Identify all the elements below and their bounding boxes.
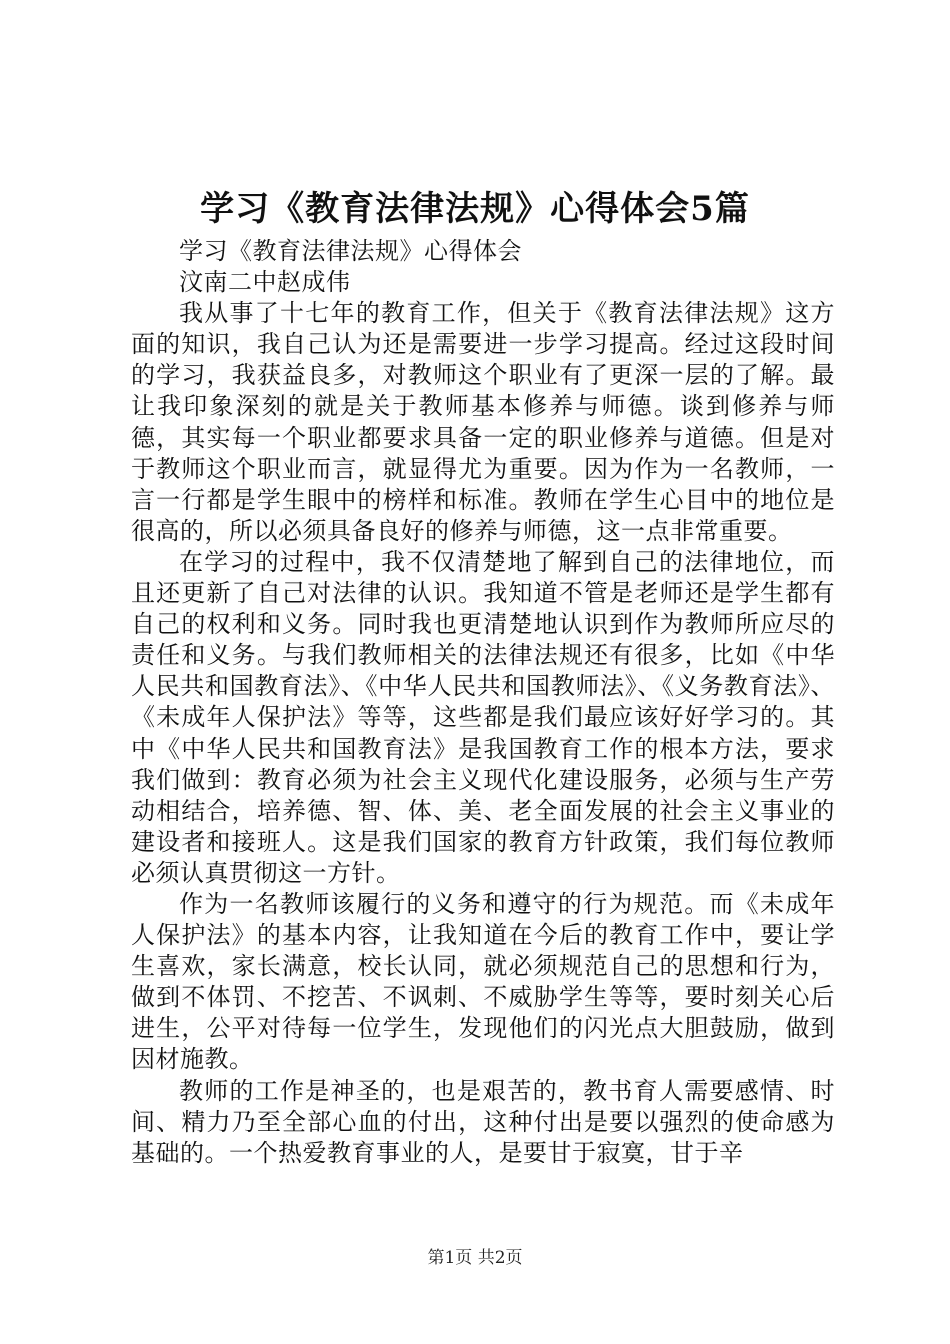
document-subtitle: 学习《教育法律法规》心得体会 (179, 237, 522, 265)
body-paragraph: 教师的工作是神圣的，也是艰苦的，教书育人需要感情、时间、精力乃至全部心血的付出，这种付出是要以强烈的使命感为基础的。一个热爱教育事业的人，是要甘于寂寞，甘于辛 (131, 1076, 835, 1167)
document-author: 汶南二中赵成伟 (179, 268, 351, 297)
document-body (131, 236, 835, 1169)
page-footer: 第1页 共2页 (427, 1248, 523, 1268)
body-paragraph: 作为一名教师该履行的义务和遵守的行为规范。而《未成年人保护法》的基本内容，让我知道在今后的教育工作中，要让学生喜欢，家长满意，校长认同，就必须规范自己的思想和行为，做到不体罚、不挖苦、不讽刺、不威胁学生等等，要时刻关心后进生，公平对待每一位学生，发现他们的闪光点大胆鼓励，做到因材施教。 (131, 889, 835, 1074)
body-paragraph: 在学习的过程中，我不仅清楚地了解到自己的法律地位，而且还更新了自己对法律的认识。我知道不管是老师还是学生都有自己的权利和义务。同时我也更清楚地认识到作为教师所应尽的责任和义务。与我们教师相关的法律法规还有很多，比如《中华人民共和国教育法》、《中华人民共和国教师法》、《义务教育法》、《未成年人保护法》等等，这些都是我们最应该好好学习的。其中《中华人民共和国教育法》是我国教育工作的根本方法，要求我们做到：教育必须为社会主义现代化建设服务，必须与生产劳动相结合，培养德、智、体、美、老全面发展的社会主义事业的建设者和接班人。这是我们国家的教育方针政策，我们每位教师必须认真贯彻这一方针。 (131, 547, 835, 887)
document-title: 学习《教育法律法规》心得体会5篇 (200, 189, 750, 229)
body-paragraph: 我从事了十七年的教育工作，但关于《教育法律法规》这方面的知识，我自己认为还是需要进一步学习提高。经过这段时间的学习，我获益良多，对教师这个职业有了更深一层的了解。最让我印象深刻的就是关于教师基本修养与师德。谈到修养与师德，其实每一个职业都要求具备一定的职业修养与道德。但是对于教师这个职业而言，就显得尤为重要。因为作为一名教师，一言一行都是学生眼中的榜样和标准。教师在学生心目中的地位是很高的，所以必须具备良好的修养与师德，这一点非常重要。 (131, 299, 835, 545)
